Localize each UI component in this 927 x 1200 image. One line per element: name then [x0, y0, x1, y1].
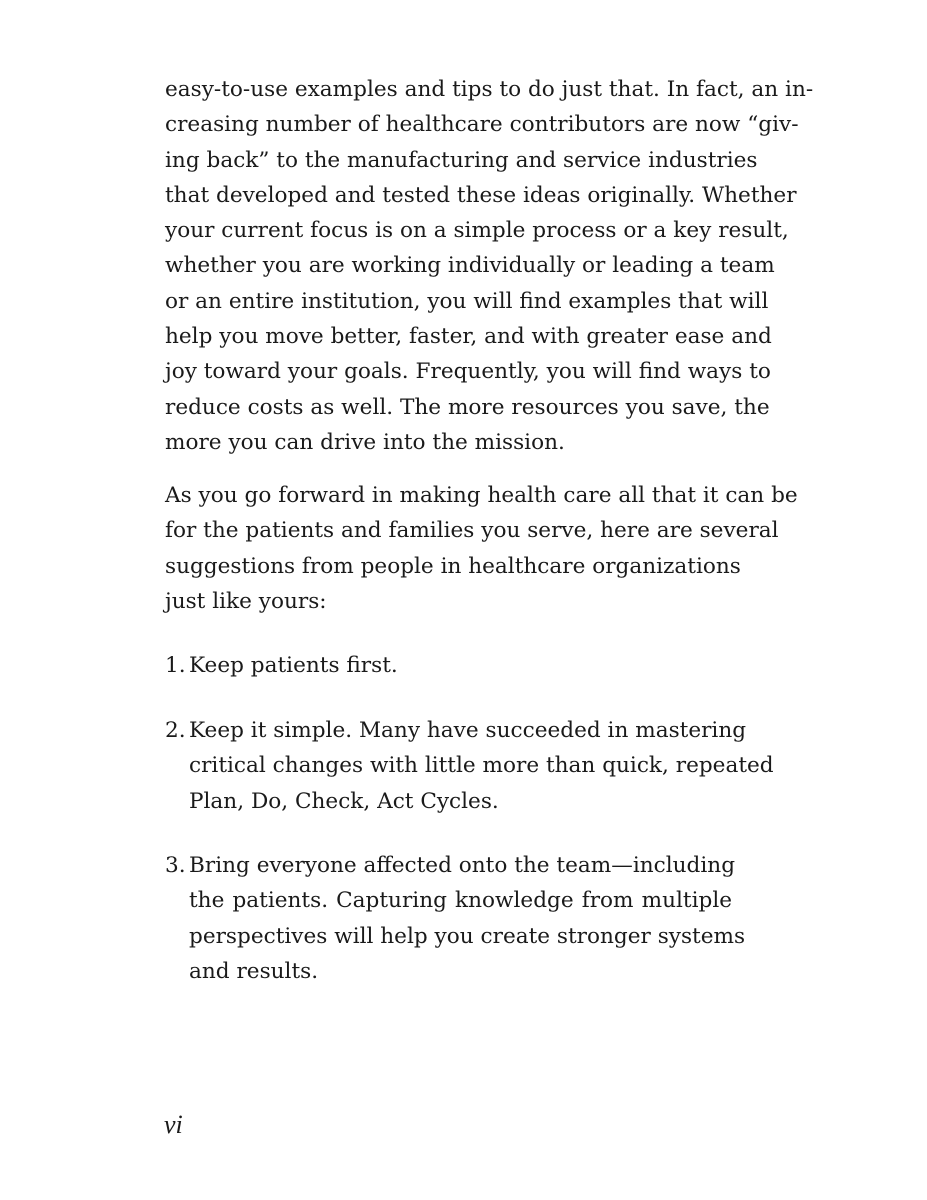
text-line: for the patients and families you serve, here are several: [165, 518, 779, 544]
list-item-number: 2.: [165, 718, 186, 743]
text-line: Keep patients first.: [189, 653, 398, 678]
text-line: reduce costs as well. The more resources you save, the: [165, 394, 770, 420]
text-line: just like yours:: [165, 588, 327, 614]
paragraph-suggestions: [165, 478, 798, 619]
text-line: critical changes with little more than quick, repeated: [189, 753, 774, 779]
list-item: [165, 848, 746, 989]
text-line: whether you are working individually or leading a team: [165, 253, 775, 279]
text-line: suggestions from people in healthcare organizations: [165, 553, 741, 579]
list-item-number: 3.: [165, 853, 186, 878]
text-line: As you go forward in making health care all that it can be: [165, 483, 798, 508]
list-item-body: [189, 848, 746, 989]
page-number: vi: [164, 1110, 183, 1139]
text-line: help you move better, faster, and with greater ease and: [165, 324, 772, 350]
list-item-number: 1.: [165, 653, 186, 678]
text-line: easy-to-use examples and tips to do just that. In fact, an in-: [165, 77, 814, 102]
list-item: [165, 648, 732, 683]
text-line: your current focus is on a simple process or a key result,: [165, 218, 789, 244]
paragraph-intro: [165, 72, 814, 460]
text-line: creasing number of healthcare contributors are now “giv-: [165, 112, 799, 138]
text-line: that developed and tested these ideas originally. Whether: [165, 182, 797, 208]
text-line: and results.: [189, 958, 319, 984]
list-item-body: [189, 713, 774, 819]
list-item-body: [189, 648, 732, 683]
text-line: perspectives will help you create stronger systems: [189, 923, 746, 949]
text-line: Keep it simple. Many have succeeded in mastering: [189, 718, 747, 743]
text-line: or an entire institution, you will find examples that will: [165, 288, 769, 314]
text-line: the patients. Capturing knowledge from multiple: [189, 888, 732, 914]
text-line: ing back” to the manufacturing and service industries: [165, 147, 758, 173]
text-line: more you can drive into the mission.: [165, 429, 565, 455]
text-line: Plan, Do, Check, Act Cycles.: [189, 788, 499, 814]
text-line: joy toward your goals. Frequently, you will find ways to: [165, 359, 771, 385]
text-line: Bring everyone affected onto the team—including: [189, 853, 736, 878]
list-item: [165, 713, 774, 819]
